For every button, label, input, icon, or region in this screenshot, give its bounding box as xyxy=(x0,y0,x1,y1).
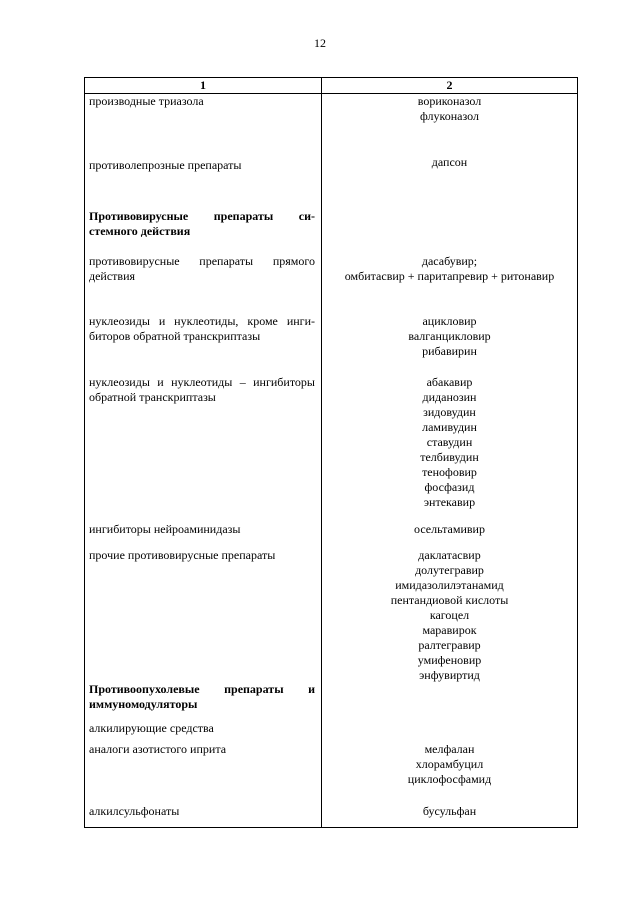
category-line: Противовирусные препараты си- xyxy=(89,209,315,223)
drug-name: тенофовир xyxy=(422,465,477,479)
drug-name: дапсон xyxy=(431,155,468,169)
drug-name: маравирок xyxy=(422,623,477,637)
drug-name: ралтегравир xyxy=(418,638,481,652)
drug-name: телбивудин xyxy=(420,450,479,464)
drug-name: абакавир xyxy=(426,375,473,389)
row-drugs xyxy=(322,804,577,819)
drug-name: хлорамбуцил xyxy=(415,757,484,771)
drug-name: флуконазол xyxy=(420,109,479,123)
row-drugs xyxy=(322,155,577,170)
row-category xyxy=(89,548,315,563)
category-line: нуклеозиды и нуклеотиды – ингибиторы xyxy=(89,375,315,389)
drug-name: кагоцел xyxy=(429,608,470,622)
drug-name: имидазолилэтанамид xyxy=(395,578,504,592)
category-line: алкилсульфонаты xyxy=(89,804,180,818)
category-line: противовирусные препараты прямого xyxy=(89,254,315,268)
column-header-2: 2 xyxy=(446,78,453,92)
category-line: нуклеозиды и нуклеотиды, кроме инги- xyxy=(89,314,315,328)
category-line: производные триазола xyxy=(89,94,204,108)
drug-name: ацикловир xyxy=(422,314,477,328)
row-category xyxy=(89,209,315,239)
drug-name: энфувиртид xyxy=(419,668,480,682)
row-category xyxy=(89,94,315,109)
row-category xyxy=(89,742,315,757)
category-line: противолепрозные препараты xyxy=(89,158,242,172)
row-drugs xyxy=(322,375,577,510)
drug-name: пентандиовой кислоты xyxy=(390,593,509,607)
page-number: 12 xyxy=(314,36,326,50)
row-category xyxy=(89,314,315,344)
row-drugs xyxy=(322,314,577,359)
drug-name: фосфазид xyxy=(424,480,475,494)
category-line: биторов обратной транскриптазы xyxy=(89,329,261,343)
row-category xyxy=(89,804,315,819)
row-drugs xyxy=(322,254,577,284)
drug-name: валганцикловир xyxy=(408,329,491,343)
drug-name: ламивудин xyxy=(422,420,477,434)
row-category xyxy=(89,375,315,405)
drug-name: диданозин xyxy=(422,390,477,404)
category-line: прочие противовирусные препараты xyxy=(89,548,276,562)
drug-name: мелфалан xyxy=(424,742,475,756)
drug-name: омбитасвир + паритапревир + ритонавир xyxy=(344,269,555,283)
drug-table xyxy=(84,77,578,828)
category-line: ингибиторы нейроаминидазы xyxy=(89,522,241,536)
drug-name: осельтамивир xyxy=(414,522,485,536)
row-category xyxy=(89,682,315,712)
drug-name: вориконазол xyxy=(417,94,482,108)
column-header-1: 1 xyxy=(200,78,206,92)
row-category xyxy=(89,522,315,537)
row-category xyxy=(89,158,315,173)
category-line: Противоопухолевые препараты и xyxy=(89,682,315,696)
category-line: стемного действия xyxy=(89,224,191,238)
drug-name: долутегравир xyxy=(415,563,484,577)
row-drugs xyxy=(322,548,577,683)
row-drugs xyxy=(322,742,577,787)
drug-name: даклатасвир xyxy=(418,548,481,562)
drug-name: ставудин xyxy=(426,435,473,449)
row-drugs xyxy=(322,522,577,537)
drug-name: энтекавир xyxy=(423,495,476,509)
category-line: аналоги азотистого иприта xyxy=(89,742,227,756)
row-category xyxy=(89,254,315,284)
drug-name: зидовудин xyxy=(423,405,476,419)
category-line: обратной транскриптазы xyxy=(89,390,216,404)
drug-name: дасабувир; xyxy=(421,254,478,268)
category-line: иммуномодуляторы xyxy=(89,697,198,711)
category-line: действия xyxy=(89,269,136,283)
row-drugs xyxy=(322,94,577,124)
category-line: алкилирующие средства xyxy=(89,721,214,735)
drug-name: бусульфан xyxy=(422,804,477,818)
drug-name: циклофосфамид xyxy=(407,772,492,786)
drug-name: рибавирин xyxy=(422,344,477,358)
drug-name: умифеновир xyxy=(417,653,482,667)
row-category xyxy=(89,721,315,736)
